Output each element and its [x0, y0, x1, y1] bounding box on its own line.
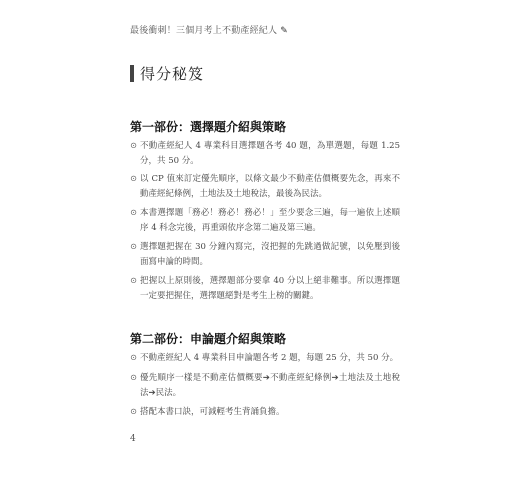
list-item-text: 本書選擇題「務必！務必！務必！」至少要念三遍，每一遍依上述順序 4 科念完後，再重頭依序念第二遍及第三遍。	[140, 208, 400, 233]
page-number: 4	[130, 434, 136, 444]
bullet-icon: ⊙	[130, 373, 138, 383]
section-heading-essay: 第二部份：申論題介紹與策略	[130, 332, 287, 346]
list-item	[130, 371, 400, 401]
list-item	[130, 240, 400, 270]
list-item-text: 不動產經紀人 4 專業科目選擇題各考 40 題，為單選題，每題 1.25 分，共 50 分。	[140, 141, 400, 166]
bullet-icon: ⊙	[130, 276, 138, 286]
list-item	[130, 139, 400, 169]
bullet-icon: ⊙	[130, 174, 138, 184]
bullet-icon: ⊙	[130, 208, 138, 218]
list-item-text: 優先順序一樣是不動產估價概要➔不動產經紀條例➔土地法及土地稅法➔民法。	[140, 373, 400, 398]
list-item-text: 選擇題把握在 30 分鐘內寫完，沒把握的先跳過做記號，以免壓到後面寫申論的時間。	[140, 242, 400, 267]
list-item-text: 把握以上原則後，選擇題部分要拿 40 分以上絕非難事。所以選擇題一定要把握住，選擇題絕對是考生上榜的關鍵。	[140, 276, 400, 301]
list-item	[130, 274, 400, 304]
list-item	[130, 405, 400, 420]
section-heading-multiple-choice: 第一部份：選擇題介紹與策略	[130, 120, 287, 134]
list-item-text: 搭配本書口訣，可減輕考生背誦負擔。	[140, 407, 285, 417]
list-item-text: 以 CP 值來訂定優先順序，以條文最少不動產估價概要先念，再來不動產經紀條例，土地法及土地稅法，最後為民法。	[140, 174, 400, 199]
title-bar-decoration	[130, 65, 134, 82]
chapter-title	[130, 64, 204, 82]
bullet-icon: ⊙	[130, 407, 138, 417]
bullet-icon: ⊙	[130, 242, 138, 252]
list-item	[130, 206, 400, 236]
running-header	[130, 23, 288, 36]
running-header-title: 最後衝刺！三個月考上不動產經紀人	[130, 26, 278, 36]
list-item	[130, 172, 400, 202]
chapter-title-text: 得分秘笈	[140, 64, 205, 83]
list-item-text: 不動產經紀人 4 專業科目申論題各考 2 題，每題 25 分，共 50 分。	[140, 353, 399, 363]
bullet-icon: ⊙	[130, 353, 138, 363]
bullet-icon: ⊙	[130, 141, 138, 151]
pen-icon: ✎	[280, 26, 288, 36]
list-item	[130, 351, 400, 366]
